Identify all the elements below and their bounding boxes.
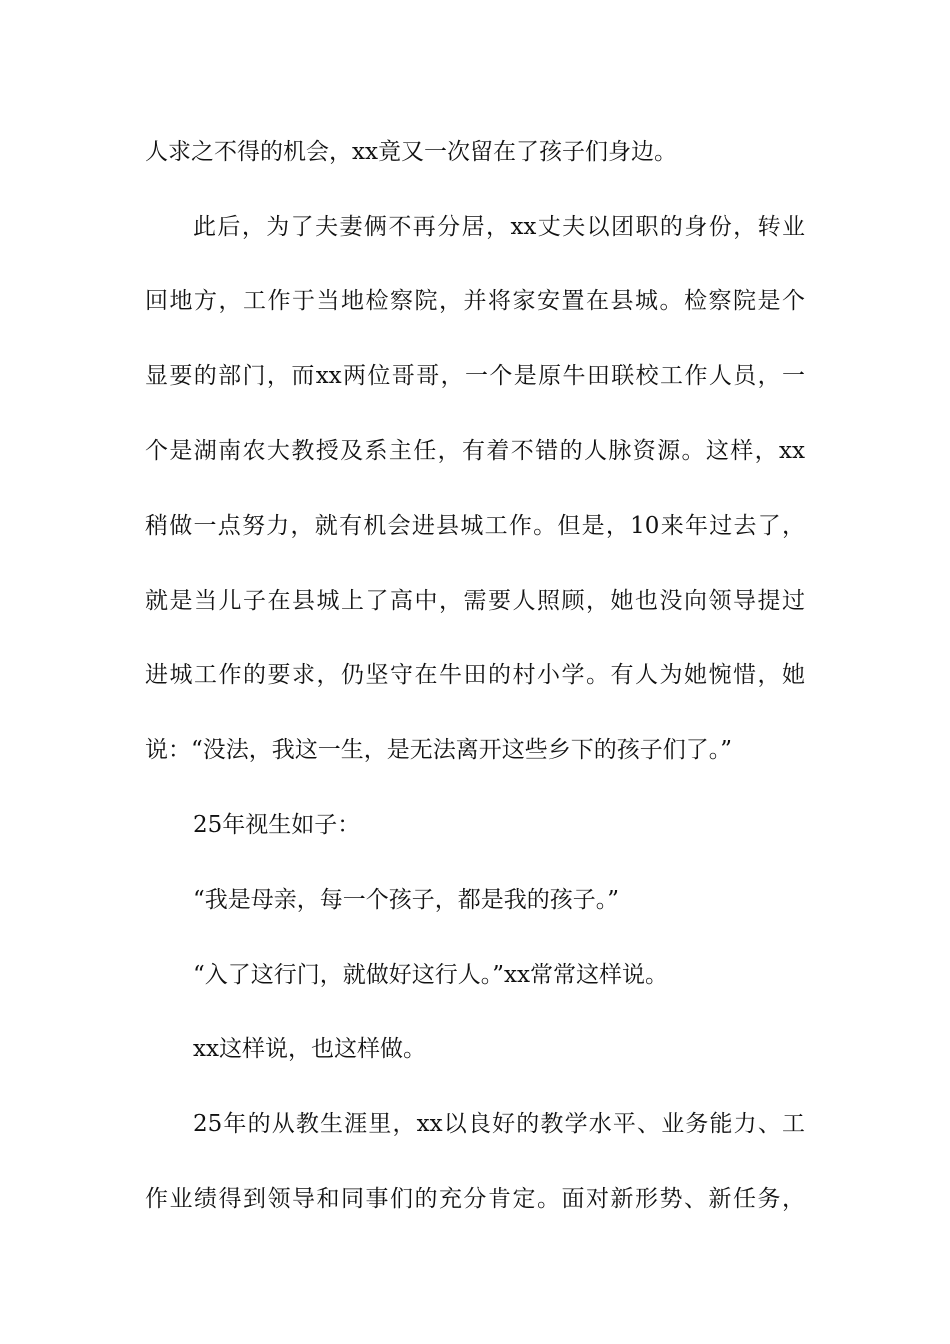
paragraph-line: 就是当儿子在县城上了高中，需要人照顾，她也没向领导提过	[145, 588, 805, 614]
paragraph-line: 个是湖南农大教授及系主任，有着不错的人脉资源。这样，xx	[145, 438, 805, 464]
paragraph-line: 稍做一点努力，就有机会进县城工作。但是，10来年过去了，	[145, 513, 805, 539]
section-heading: 25年视生如子：	[193, 812, 361, 838]
paragraph-line: 进城工作的要求，仍坚守在牛田的村小学。有人为她惋惜，她	[145, 662, 805, 688]
paragraph-line: 作业绩得到领导和同事们的充分肯定。面对新形势、新任务，	[145, 1186, 805, 1212]
quote-line: “入了这行门，就做好这行人。”xx常常这样说。	[193, 962, 668, 988]
paragraph-line: 人求之不得的机会，xx竟又一次留在了孩子们身边。	[145, 139, 677, 165]
paragraph-line: 此后，为了夫妻俩不再分居，xx丈夫以团职的身份，转业	[193, 214, 805, 240]
paragraph-line: 25年的从教生涯里，xx以良好的教学水平、业务能力、工	[193, 1111, 805, 1137]
paragraph-line: xx这样说，也这样做。	[193, 1036, 426, 1062]
paragraph-line: 显要的部门，而xx两位哥哥，一个是原牛田联校工作人员，一	[145, 363, 805, 389]
paragraph-line: 回地方，工作于当地检察院，并将家安置在县城。检察院是个	[145, 288, 805, 314]
quote-line: “我是母亲，每一个孩子，都是我的孩子。”	[193, 887, 620, 913]
paragraph-line: 说：“没法，我这一生，是无法离开这些乡下的孩子们了。”	[145, 737, 733, 763]
